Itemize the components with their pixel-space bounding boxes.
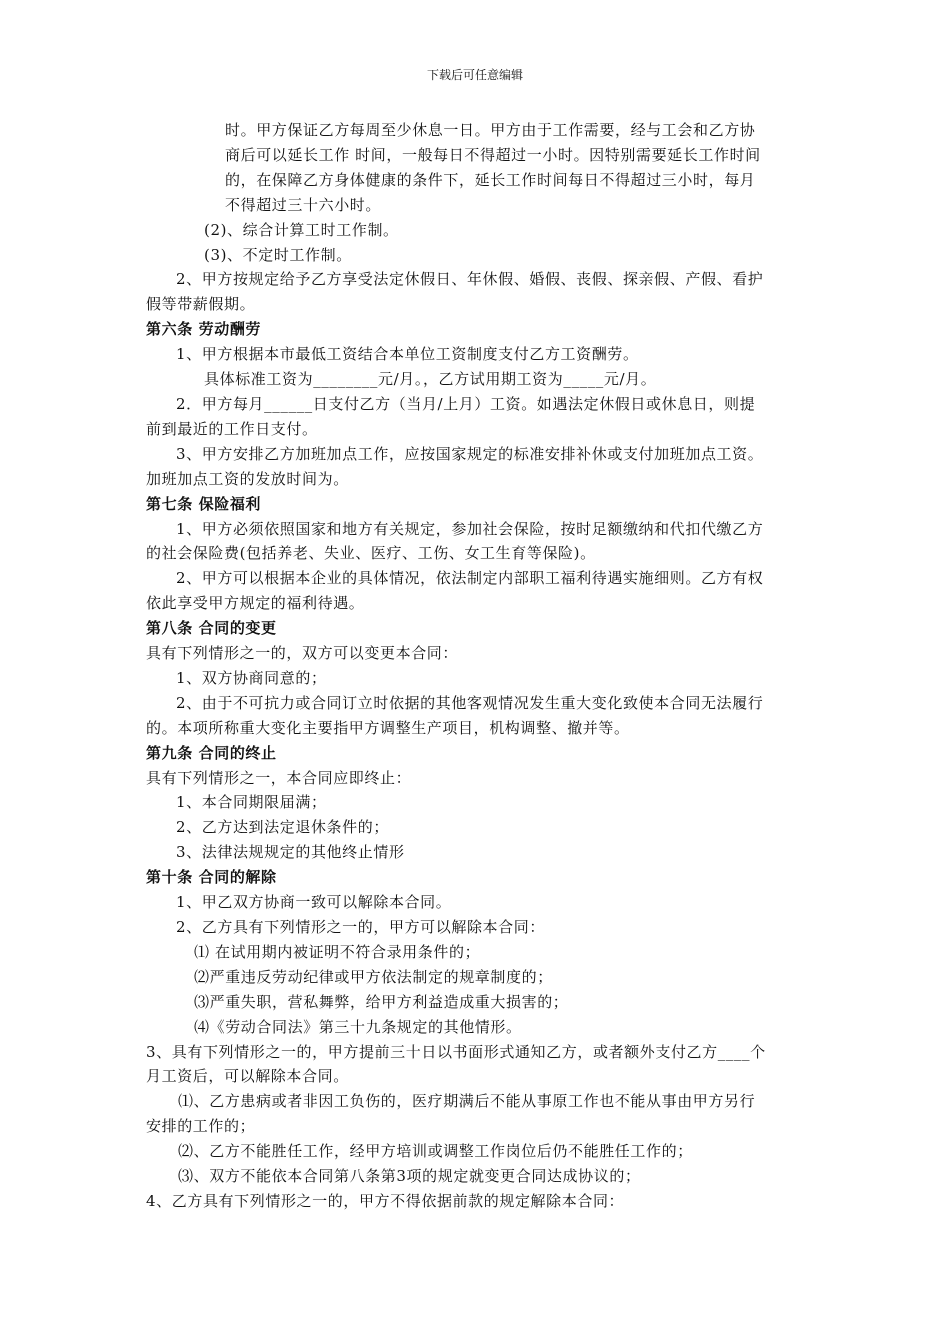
body-line: 1、本合同期限届满； <box>176 793 327 812</box>
body-line: 2、乙方达到法定退休条件的； <box>176 818 389 837</box>
body-line: 安排的工作的； <box>146 1117 256 1136</box>
body-line: 2、甲方可以根据本企业的具体情况，依法制定内部职工福利待遇实施细则。乙方有权 <box>176 569 764 588</box>
body-line: 2、乙方具有下列情形之一的，甲方可以解除本合同： <box>176 918 545 936</box>
body-line: 1、甲方根据本市最低工资结合本单位工资制度支付乙方工资酬劳。 <box>176 345 639 364</box>
body-line: ⑷《劳动合同法》第三十九条规定的其他情形。 <box>194 1017 522 1036</box>
body-line: ⑵、乙方不能胜任工作，经甲方培训或调整工作岗位后仍不能胜任工作的； <box>178 1142 693 1161</box>
body-line: 假等带薪假期。 <box>146 295 256 314</box>
body-line: 具体标准工资为________元/月。，乙方试用期工资为_____元/月。 <box>204 370 657 389</box>
page-header-note: 下载后可任意编辑 <box>426 68 523 82</box>
body-line: 1、双方协商同意的； <box>176 668 327 687</box>
body-line: 3、法律法规规定的其他终止情形 <box>176 843 405 862</box>
body-line: 3、具有下列情形之一的，甲方提前三十日以书面形式通知乙方，或者额外支付乙方____个 <box>146 1042 766 1061</box>
section-heading: 第十条 合同的解除 <box>146 868 277 887</box>
body-line: 4、乙方具有下列情形之一的，甲方不得依据前款的规定解除本合同： <box>146 1191 625 1210</box>
section-heading: 第六条 劳动酬劳 <box>146 320 262 339</box>
body-line: 3、甲方安排乙方加班加点工作，应按国家规定的标准安排补休或支付加班加点工资。 <box>176 444 764 463</box>
body-line: 1、甲方必须依照国家和地方有关规定，参加社会保险，按时足额缴纳和代扣代缴乙方 <box>176 519 764 538</box>
body-line: ⑴、乙方患病或者非因工负伤的，医疗期满后不能从事原工作也不能从事由甲方另行 <box>178 1092 756 1111</box>
body-line: 不得超过三十六小时。 <box>225 195 382 214</box>
body-line: 的，在保障乙方身体健康的条件下，延长工作时间每日不得超过三小时，每月 <box>225 170 756 189</box>
section-heading: 第七条 保险福利 <box>146 494 262 513</box>
body-line: 的。本项所称重大变化主要指甲方调整生产项目，机构调整、撤并等。 <box>146 718 630 737</box>
body-line: ⑵严重违反劳动纪律或甲方依法制定的规章制度的； <box>194 967 553 986</box>
body-line: 具有下列情形之一的，双方可以变更本合同： <box>146 644 459 663</box>
body-line: 1、甲乙双方协商一致可以解除本合同。 <box>176 893 452 912</box>
body-line: (3)、不定时工作制。 <box>204 245 352 264</box>
body-line: 时。甲方保证乙方每周至少休息一日。甲方由于工作需要，经与工会和乙方协 <box>225 121 756 139</box>
document-body <box>146 118 808 1214</box>
body-line: ⑴ 在试用期内被证明不符合录用条件的； <box>194 942 481 961</box>
body-line: ⑶严重失职，营私舞弊，给甲方利益造成重大损害的； <box>194 992 569 1011</box>
section-heading: 第八条 合同的变更 <box>146 619 277 638</box>
body-line: 2、由于不可抗力或合同订立时依据的其他客观情况发生重大变化致使本合同无法履行 <box>176 693 764 712</box>
body-line: 的社会保险费(包括养老、失业、医疗、工伤、女工生育等保险)。 <box>146 544 596 563</box>
section-heading: 第九条 合同的终止 <box>146 743 277 762</box>
body-line: 依此享受甲方规定的福利待遇。 <box>146 594 365 613</box>
body-line: 2、甲方按规定给予乙方享受法定休假日、年休假、婚假、丧假、探亲假、产假、看护 <box>176 270 764 289</box>
body-line: 商后可以延长工作 时间，一般每日不得超过一小时。因特别需要延长工作时间 <box>225 145 761 164</box>
body-line: 前到最近的工作日支付。 <box>146 419 318 438</box>
body-line: 具有下列情形之一，本合同应即终止： <box>146 768 412 787</box>
body-line: 2．甲方每月______日支付乙方（当月/上月）工资。如遇法定休假日或休息日，则提 <box>176 394 756 413</box>
body-line: (2)、综合计算工时工作制。 <box>204 220 399 239</box>
body-line: ⑶、双方不能依本合同第八条第3项的规定就变更合同达成协议的； <box>178 1167 641 1186</box>
body-line: 加班加点工资的发放时间为。 <box>146 469 349 488</box>
body-line: 月工资后，可以解除本合同。 <box>146 1067 349 1086</box>
